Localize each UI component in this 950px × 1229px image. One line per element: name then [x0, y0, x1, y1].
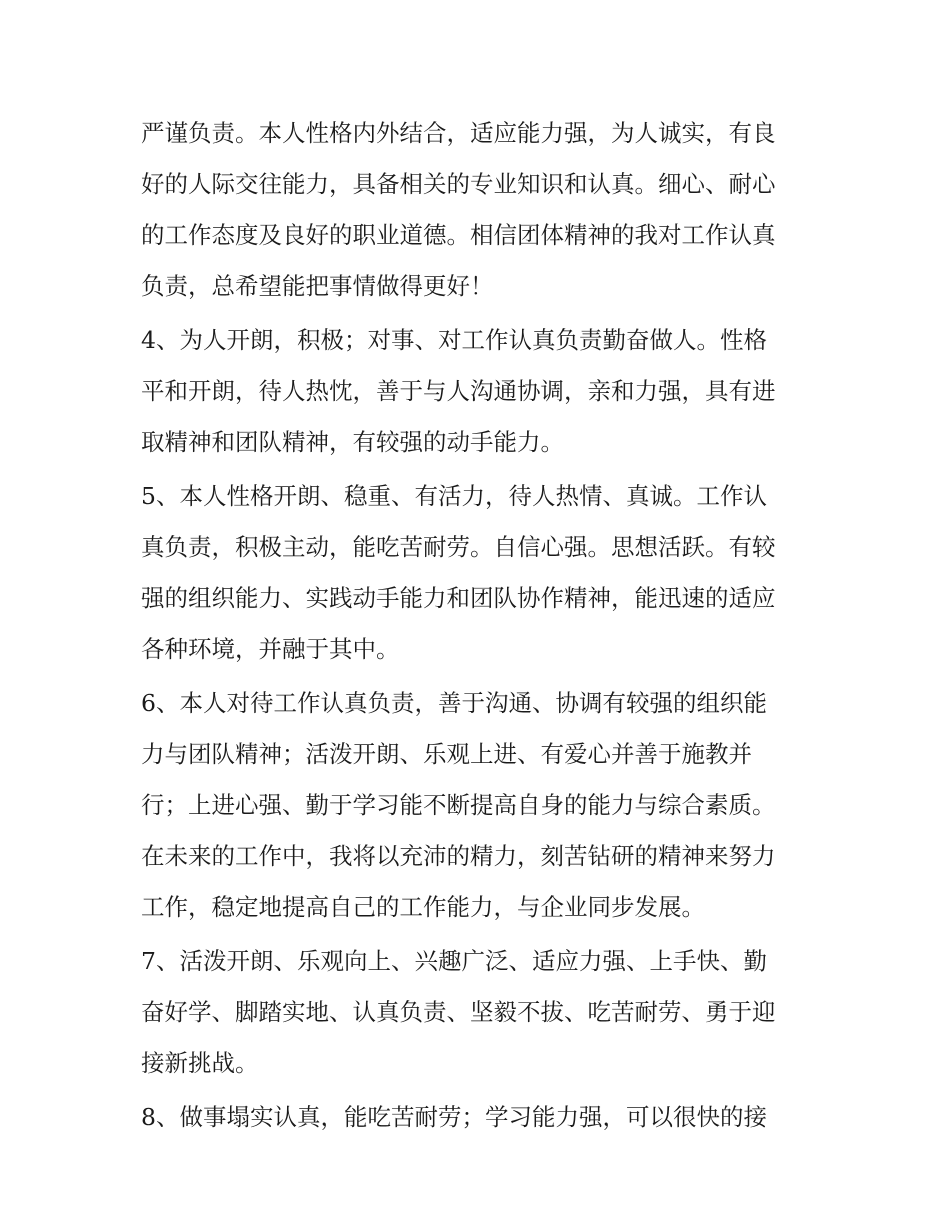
text-line: 7、活泼开朗、乐观向上、兴趣广泛、适应力强、上手快、勤 [141, 947, 767, 975]
text-line: 行；上进心强、勤于学习能不断提高自身的能力与综合素质。 [141, 791, 776, 819]
paragraph-item-7 [141, 936, 813, 1089]
text-line: 的工作态度及良好的职业道德。相信团体精神的我对工作认真 [141, 221, 776, 249]
paragraph-item-4 [141, 315, 813, 468]
text-line: 好的人际交往能力，具备相关的专业知识和认真。细心、耐心 [141, 170, 776, 198]
text-line: 奋好学、脚踏实地、认真负责、坚毅不拔、吃苦耐劳、勇于迎 [141, 998, 776, 1026]
paragraph-continuation [141, 108, 813, 312]
text-line: 负责，总希望能把事情做得更好！ [141, 272, 494, 300]
text-line: 5、本人性格开朗、稳重、有活力，待人热情、真诚。工作认 [141, 482, 767, 510]
text-line: 真负责，积极主动，能吃苦耐劳。自信心强。思想活跃。有较 [141, 533, 776, 561]
document-body [141, 108, 813, 1143]
text-line: 各种环境，并融于其中。 [141, 635, 400, 663]
paragraph-item-6 [141, 678, 813, 933]
text-line: 严谨负责。本人性格内外结合，适应能力强，为人诚实，有良 [141, 119, 776, 147]
text-line: 工作，稳定地提高自己的工作能力，与企业同步发展。 [141, 893, 705, 921]
text-line: 在未来的工作中，我将以充沛的精力，刻苦钻研的精神来努力 [141, 842, 776, 870]
text-line: 6、本人对待工作认真负责，善于沟通、协调有较强的组织能 [141, 689, 767, 717]
text-line: 强的组织能力、实践动手能力和团队协作精神，能迅速的适应 [141, 584, 776, 612]
text-line: 取精神和团队精神，有较强的动手能力。 [141, 428, 564, 456]
text-line: 力与团队精神；活泼开朗、乐观上进、有爱心并善于施教并 [141, 740, 752, 768]
text-line: 接新挑战。 [141, 1049, 259, 1077]
text-line: 8、做事塌实认真，能吃苦耐劳；学习能力强，可以很快的接 [141, 1103, 767, 1131]
paragraph-item-8 [141, 1092, 813, 1143]
paragraph-item-5 [141, 471, 813, 675]
text-line: 4、为人开朗，积极；对事、对工作认真负责勤奋做人。性格 [141, 326, 767, 354]
text-line: 平和开朗，待人热忱，善于与人沟通协调，亲和力强，具有进 [141, 377, 776, 405]
